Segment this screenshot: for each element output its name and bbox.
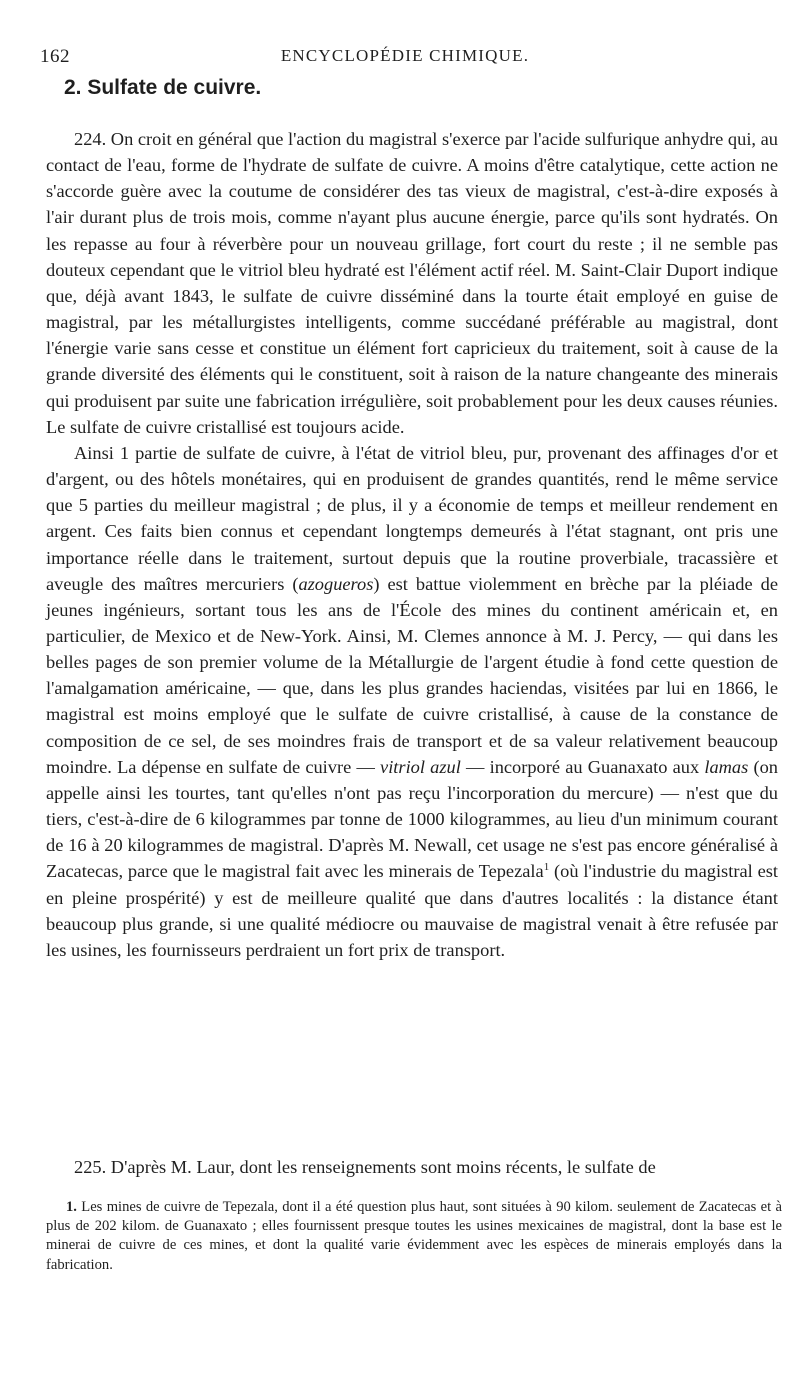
paragraph-text: (on appelle ainsi les tourtes, tant qu'elles n'ont pas reçu l'incorporation du mercure) — n'est que du tiers, c'est-à-dire de 6 kilogrammes par tonne de 1000 kilogrammes, au lieu d'un minimum courant de 16 à 20 kilogrammes de magistral. D'après M. Newall, cet usage ne s'est pas encore généralisé à Zacatecas, parce que le magistral fait avec les minerais de Tepezala (46, 756, 778, 882)
italic-term-lamas: lamas (704, 756, 749, 777)
footnote-text: Les mines de cuivre de Tepezala, dont il a été question plus haut, sont situées à 90 kilom. seulement de Zacatecas et à plus de 202 kilom. de Guanaxato ; elles fournissent presque toutes les usines mexicaines de magistral, dont la base est le minerai de cuivre de ces mines, et dont la qualité varie évidemment avec les espèces de minerais employés dans la fabrication. (46, 1199, 782, 1273)
paragraph-text: D'après M. Laur, dont les renseignements sont moins récents, le sulfate de (106, 1157, 656, 1177)
paragraph-224 (46, 126, 778, 440)
footnote-1 (46, 1198, 782, 1275)
italic-term-azogueros: azogueros (298, 573, 374, 594)
paragraph-number: 225. (74, 1157, 107, 1177)
footnotes (46, 1198, 782, 1275)
paragraph-225 (46, 1154, 778, 1180)
paragraph-ainsi (46, 440, 778, 963)
footnote-marker: 1. (66, 1199, 77, 1215)
paragraph-text: (où l'industrie du magistral est en pleine prospérité) y est de meilleure qualité que dans d'autres localités : la distance étant beaucoup plus grande, si une qualité médiocre ou mauvaise de magistral venait à être refusée par les usines, les fournisseurs perdraient un fort prix de transport. (46, 861, 778, 960)
footnote-reference: 1 (543, 861, 550, 874)
page-header (40, 46, 770, 70)
section-title: 2. Sulfate de cuivre. (64, 76, 262, 99)
paragraph-text: Ainsi 1 partie de sulfate de cuivre, à l'état de vitriol bleu, pur, provenant des affinages d'or et d'argent, ou des hôtels monétaires, qui en produisent de grandes quantités, rend le même service que 5 parties du meilleur magistral ; de plus, il y a économie de temps et meilleur rendement en argent. Ces faits bien connus et cependant longtemps demeurés à l'état stagnant, ont pris une importance réelle dans le traitement, surtout depuis que la routine proverbiale, tracassière et aveugle des maîtres mercuriers ( (46, 442, 778, 594)
paragraph-text: — incorporé au Guanaxato aux (460, 756, 705, 777)
paragraph-text: ) est battue violemment en brèche par la pléiade de jeunes ingénieurs, sortant tous les ans de l'École des mines du continent américain et, en particulier, de Mexico et de New-York. Ainsi, M. Clemes annonce à M. J. Percy, — qui dans les belles pages de son premier volume de la Métallurgie de l'argent étudie à fond cette question de l'amalgamation américaine, — que, dans les plus grandes haciendas, visitées par lui en 1866, le magistral est moins employé que le sulfate de cuivre cristallisé, à cause de la constance de composition de ce sel, de ses moindres frais de transport et de sa valeur relativement beaucoup moindre. La dépense en sulfate de cuivre — (46, 573, 778, 777)
running-title: ENCYCLOPÉDIE CHIMIQUE. (280, 46, 530, 65)
italic-term-vitriol-azul: vitriol azul (380, 756, 461, 777)
body-text (46, 126, 778, 963)
paragraph-number: 224. (74, 129, 107, 149)
page-number: 162 (40, 46, 70, 67)
paragraph-text: On croit en général que l'action du magistral s'exerce par l'acide sulfurique anhydre qui, au contact de l'eau, forme de l'hydrate de sulfate de cuivre. A moins d'être catalytique, cette action ne s'accorde guère avec la coutume de considérer des tas vieux de magistral, c'est-à-dire exposés à l'air durant plus de trois mois, comme n'ayant plus aucune énergie, parce qu'ils sont hydratés. On les repasse au four à réverbère pour un nouveau grillage, fort court du reste ; il ne semble pas douteux cependant que le vitriol bleu hydraté est l'élément actif réel. M. Saint-Clair Duport indique que, déjà avant 1843, le sulfate de cuivre disséminé dans la tourte était employé en guise de magistral, par les métallurgistes intelligents, comme succédané préférable au magistral, dont l'énergie varie sans cesse et constitue un élément fort capricieux du traitement, soit à cause de la grande diversité des éléments qui le constituent, soit à raison de la nature changeante des minerais qui produisent par suite une fabrication irrégulière, soit probablement pour les deux causes réunies. Le sulfate de cuivre cristallisé est toujours acide. (46, 129, 778, 437)
